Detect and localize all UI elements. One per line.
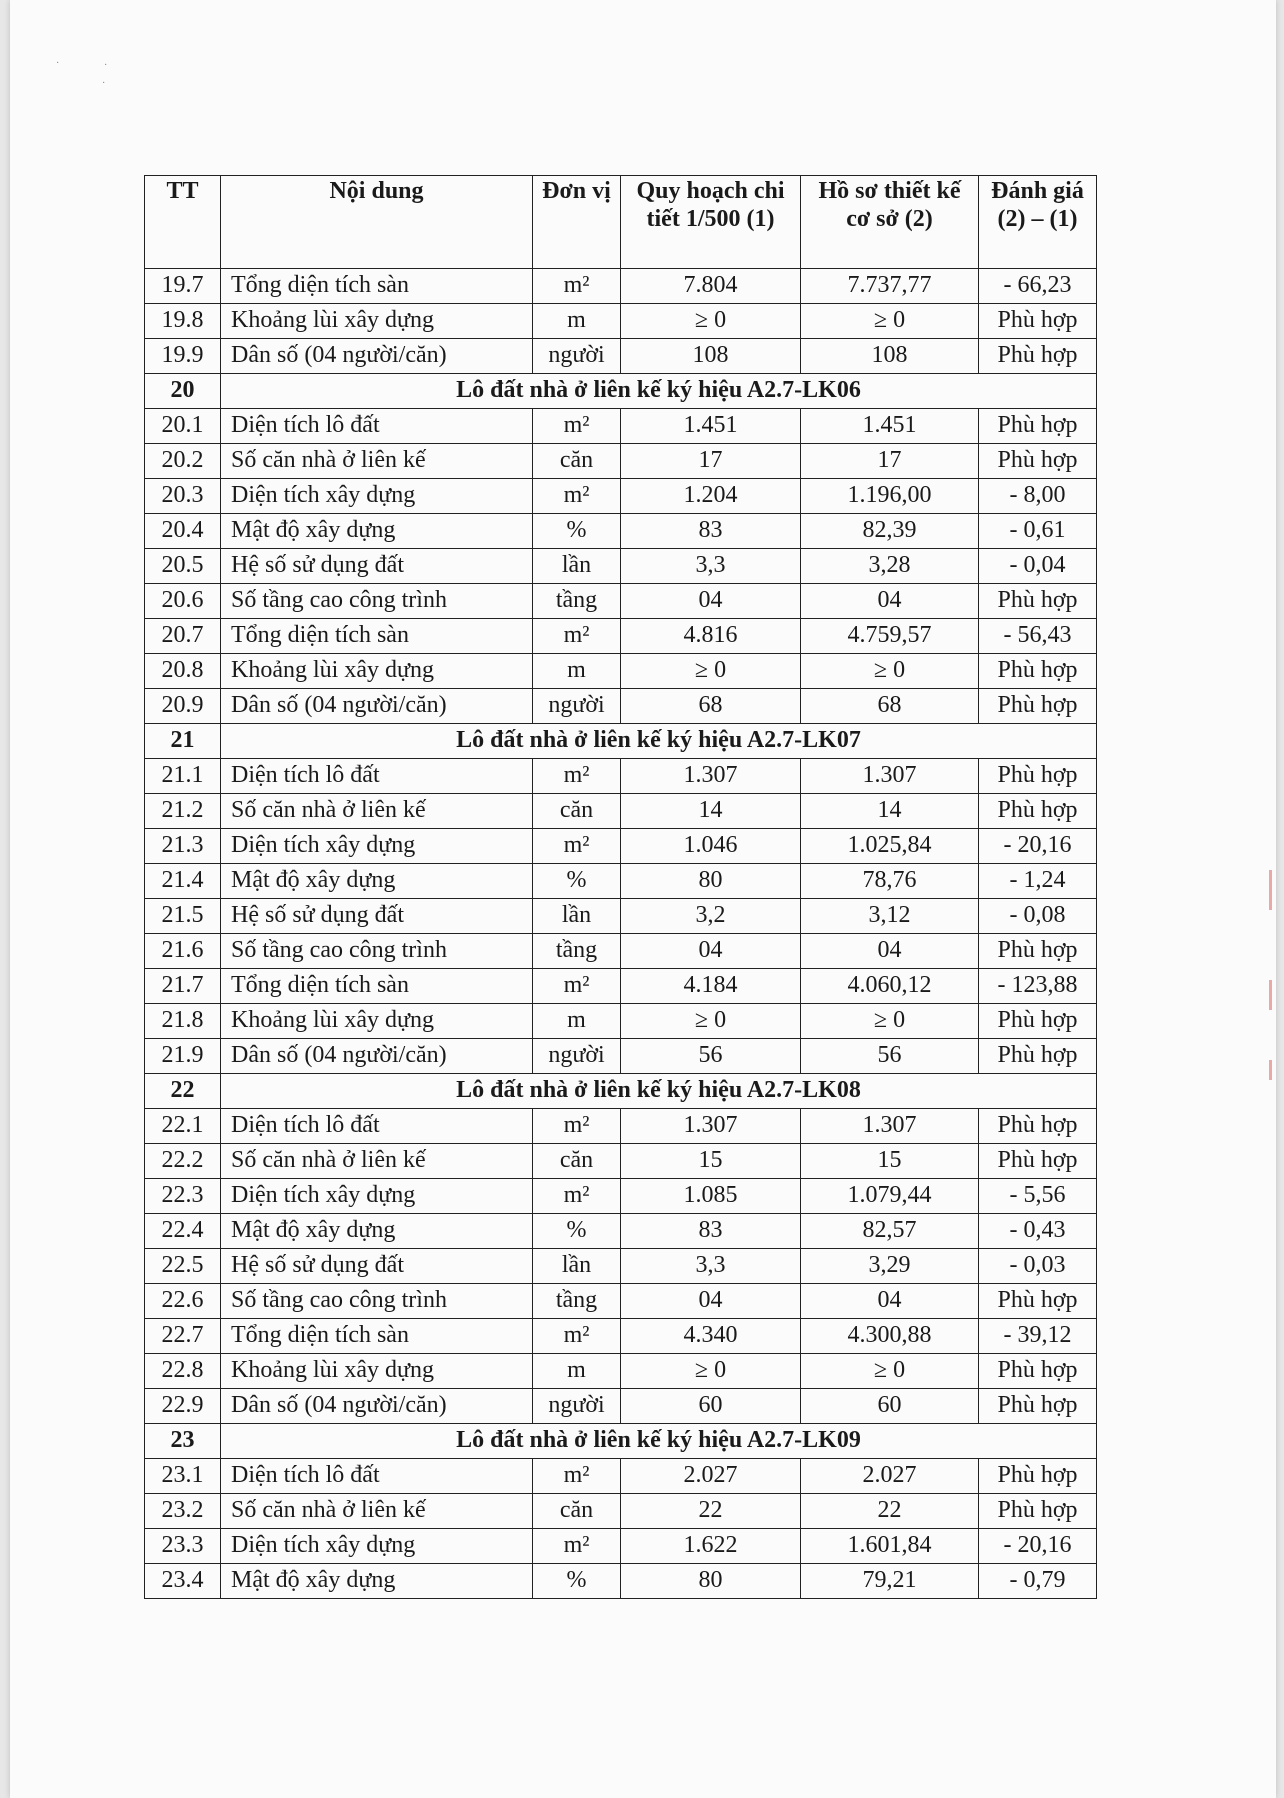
cell-tt: 20.2 <box>145 444 221 479</box>
header-tt: TT <box>145 176 221 269</box>
table-row <box>145 1249 1097 1284</box>
cell-planning: 4.184 <box>621 969 801 1004</box>
cell-tt: 22.8 <box>145 1354 221 1389</box>
cell-tt: 22.3 <box>145 1179 221 1214</box>
cell-content: Diện tích lô đất <box>221 409 533 444</box>
cell-design: 1.451 <box>801 409 979 444</box>
cell-evaluation: Phù hợp <box>979 409 1097 444</box>
group-title: Lô đất nhà ở liên kế ký hiệu A2.7-LK06 <box>221 374 1097 409</box>
cell-evaluation: Phù hợp <box>979 1039 1097 1074</box>
cell-design: 1.196,00 <box>801 479 979 514</box>
group-row <box>145 1074 1097 1109</box>
cell-evaluation: Phù hợp <box>979 934 1097 969</box>
cell-content: Số căn nhà ở liên kế <box>221 794 533 829</box>
cell-content: Tổng diện tích sàn <box>221 269 533 304</box>
cell-tt: 21.1 <box>145 759 221 794</box>
cell-unit: m² <box>533 269 621 304</box>
cell-evaluation: - 0,79 <box>979 1564 1097 1599</box>
cell-planning: 4.816 <box>621 619 801 654</box>
group-row <box>145 1424 1097 1459</box>
cell-design: 04 <box>801 1284 979 1319</box>
cell-evaluation: Phù hợp <box>979 444 1097 479</box>
cell-content: Hệ số sử dụng đất <box>221 899 533 934</box>
cell-design: 1.601,84 <box>801 1529 979 1564</box>
cell-tt: 22.7 <box>145 1319 221 1354</box>
scan-edge-mark <box>1269 980 1272 1010</box>
cell-unit: m² <box>533 759 621 794</box>
cell-evaluation: - 5,56 <box>979 1179 1097 1214</box>
cell-design: 56 <box>801 1039 979 1074</box>
cell-design: 17 <box>801 444 979 479</box>
cell-unit: lần <box>533 899 621 934</box>
cell-tt: 21.2 <box>145 794 221 829</box>
cell-design: 14 <box>801 794 979 829</box>
cell-evaluation: - 66,23 <box>979 269 1097 304</box>
cell-tt: 21.9 <box>145 1039 221 1074</box>
cell-content: Diện tích xây dựng <box>221 829 533 864</box>
table-row <box>145 759 1097 794</box>
table-row <box>145 899 1097 934</box>
group-title: Lô đất nhà ở liên kế ký hiệu A2.7-LK08 <box>221 1074 1097 1109</box>
cell-planning: 1.307 <box>621 1109 801 1144</box>
table-row <box>145 1179 1097 1214</box>
cell-design: 108 <box>801 339 979 374</box>
header-content: Nội dung <box>221 176 533 269</box>
cell-planning: 15 <box>621 1144 801 1179</box>
cell-content: Tổng diện tích sàn <box>221 1319 533 1354</box>
cell-content: Khoảng lùi xây dựng <box>221 1004 533 1039</box>
table-row <box>145 1109 1097 1144</box>
cell-design: 3,29 <box>801 1249 979 1284</box>
table-row <box>145 1039 1097 1074</box>
table-row <box>145 1319 1097 1354</box>
cell-design: 4.300,88 <box>801 1319 979 1354</box>
cell-planning: 3,3 <box>621 549 801 584</box>
cell-unit: m <box>533 304 621 339</box>
cell-content: Diện tích xây dựng <box>221 479 533 514</box>
cell-planning: 17 <box>621 444 801 479</box>
cell-planning: 04 <box>621 584 801 619</box>
cell-planning: 80 <box>621 1564 801 1599</box>
cell-content: Diện tích lô đất <box>221 1459 533 1494</box>
cell-planning: 14 <box>621 794 801 829</box>
cell-planning: ≥ 0 <box>621 654 801 689</box>
cell-design: 7.737,77 <box>801 269 979 304</box>
cell-content: Mật độ xây dựng <box>221 1214 533 1249</box>
cell-planning: 3,3 <box>621 1249 801 1284</box>
cell-tt: 20.8 <box>145 654 221 689</box>
cell-design: 4.060,12 <box>801 969 979 1004</box>
cell-evaluation: - 0,43 <box>979 1214 1097 1249</box>
cell-content: Mật độ xây dựng <box>221 864 533 899</box>
header-unit: Đơn vị <box>533 176 621 269</box>
scan-speck: · <box>56 58 60 69</box>
cell-tt: 22.4 <box>145 1214 221 1249</box>
cell-tt: 23.3 <box>145 1529 221 1564</box>
cell-content: Tổng diện tích sàn <box>221 619 533 654</box>
header-evaluation: Đánh giá (2) – (1) <box>979 176 1097 269</box>
cell-evaluation: Phù hợp <box>979 1354 1097 1389</box>
cell-evaluation: Phù hợp <box>979 654 1097 689</box>
cell-design: 04 <box>801 934 979 969</box>
cell-unit: người <box>533 689 621 724</box>
cell-design: 3,28 <box>801 549 979 584</box>
cell-tt: 20.1 <box>145 409 221 444</box>
cell-unit: căn <box>533 794 621 829</box>
cell-tt: 20.7 <box>145 619 221 654</box>
cell-planning: 60 <box>621 1389 801 1424</box>
table-row <box>145 1144 1097 1179</box>
cell-design: 3,12 <box>801 899 979 934</box>
table-row <box>145 584 1097 619</box>
cell-unit: tầng <box>533 584 621 619</box>
cell-design: 2.027 <box>801 1459 979 1494</box>
cell-unit: tầng <box>533 934 621 969</box>
cell-tt: 21.4 <box>145 864 221 899</box>
cell-evaluation: - 20,16 <box>979 1529 1097 1564</box>
cell-design: 4.759,57 <box>801 619 979 654</box>
cell-evaluation: - 39,12 <box>979 1319 1097 1354</box>
cell-unit: % <box>533 864 621 899</box>
cell-content: Khoảng lùi xây dựng <box>221 1354 533 1389</box>
cell-unit: m <box>533 1354 621 1389</box>
cell-tt: 21.3 <box>145 829 221 864</box>
cell-tt: 20.3 <box>145 479 221 514</box>
cell-design: 1.307 <box>801 1109 979 1144</box>
table-row <box>145 1004 1097 1039</box>
cell-tt: 19.7 <box>145 269 221 304</box>
table-row <box>145 794 1097 829</box>
cell-content: Số căn nhà ở liên kế <box>221 1144 533 1179</box>
cell-design: 15 <box>801 1144 979 1179</box>
table-row <box>145 1214 1097 1249</box>
cell-planning: 1.307 <box>621 759 801 794</box>
cell-unit: căn <box>533 444 621 479</box>
cell-content: Mật độ xây dựng <box>221 1564 533 1599</box>
table-row <box>145 1529 1097 1564</box>
comparison-table <box>144 175 1097 1599</box>
cell-evaluation: - 123,88 <box>979 969 1097 1004</box>
cell-planning: 68 <box>621 689 801 724</box>
cell-planning: 56 <box>621 1039 801 1074</box>
cell-content: Diện tích xây dựng <box>221 1179 533 1214</box>
cell-design: 22 <box>801 1494 979 1529</box>
cell-content: Dân số (04 người/căn) <box>221 1039 533 1074</box>
cell-content: Dân số (04 người/căn) <box>221 339 533 374</box>
cell-evaluation: - 0,61 <box>979 514 1097 549</box>
cell-unit: căn <box>533 1494 621 1529</box>
cell-unit: tầng <box>533 1284 621 1319</box>
cell-content: Diện tích xây dựng <box>221 1529 533 1564</box>
cell-unit: m² <box>533 1109 621 1144</box>
cell-content: Hệ số sử dụng đất <box>221 549 533 584</box>
group-row <box>145 724 1097 759</box>
cell-content: Mật độ xây dựng <box>221 514 533 549</box>
cell-design: 1.079,44 <box>801 1179 979 1214</box>
cell-tt: 19.9 <box>145 339 221 374</box>
cell-planning: 4.340 <box>621 1319 801 1354</box>
cell-tt: 20.4 <box>145 514 221 549</box>
cell-evaluation: Phù hợp <box>979 1494 1097 1529</box>
cell-unit: m² <box>533 1459 621 1494</box>
table-row <box>145 304 1097 339</box>
cell-evaluation: Phù hợp <box>979 1284 1097 1319</box>
cell-evaluation: - 8,00 <box>979 479 1097 514</box>
table-row <box>145 934 1097 969</box>
table-row <box>145 1564 1097 1599</box>
cell-unit: m² <box>533 1179 621 1214</box>
table-row <box>145 549 1097 584</box>
cell-tt: 23.1 <box>145 1459 221 1494</box>
cell-evaluation: Phù hợp <box>979 1459 1097 1494</box>
cell-unit: % <box>533 1564 621 1599</box>
cell-design: ≥ 0 <box>801 654 979 689</box>
cell-evaluation: - 20,16 <box>979 829 1097 864</box>
scan-speck: · <box>104 60 108 71</box>
group-title: Lô đất nhà ở liên kế ký hiệu A2.7-LK07 <box>221 724 1097 759</box>
cell-evaluation: - 0,04 <box>979 549 1097 584</box>
cell-planning: ≥ 0 <box>621 1004 801 1039</box>
cell-content: Khoảng lùi xây dựng <box>221 654 533 689</box>
cell-unit: m² <box>533 619 621 654</box>
cell-design: 04 <box>801 584 979 619</box>
cell-tt: 22.2 <box>145 1144 221 1179</box>
cell-design: 82,57 <box>801 1214 979 1249</box>
cell-unit: người <box>533 339 621 374</box>
cell-planning: ≥ 0 <box>621 304 801 339</box>
cell-planning: 22 <box>621 1494 801 1529</box>
cell-planning: 1.622 <box>621 1529 801 1564</box>
cell-planning: 1.046 <box>621 829 801 864</box>
cell-evaluation: Phù hợp <box>979 584 1097 619</box>
group-number: 23 <box>145 1424 221 1459</box>
cell-design: ≥ 0 <box>801 1004 979 1039</box>
table-row <box>145 1494 1097 1529</box>
cell-content: Diện tích lô đất <box>221 1109 533 1144</box>
cell-tt: 20.9 <box>145 689 221 724</box>
cell-unit: m² <box>533 409 621 444</box>
cell-evaluation: - 56,43 <box>979 619 1097 654</box>
cell-evaluation: Phù hợp <box>979 1004 1097 1039</box>
cell-content: Diện tích lô đất <box>221 759 533 794</box>
cell-evaluation: Phù hợp <box>979 1389 1097 1424</box>
cell-unit: căn <box>533 1144 621 1179</box>
cell-design: 79,21 <box>801 1564 979 1599</box>
table-row <box>145 409 1097 444</box>
table-row <box>145 339 1097 374</box>
cell-planning: 04 <box>621 1284 801 1319</box>
cell-content: Số tầng cao công trình <box>221 584 533 619</box>
cell-tt: 23.2 <box>145 1494 221 1529</box>
cell-unit: % <box>533 514 621 549</box>
cell-content: Số căn nhà ở liên kế <box>221 1494 533 1529</box>
cell-evaluation: - 0,08 <box>979 899 1097 934</box>
cell-evaluation: - 0,03 <box>979 1249 1097 1284</box>
cell-planning: 83 <box>621 514 801 549</box>
table-row <box>145 1389 1097 1424</box>
group-number: 22 <box>145 1074 221 1109</box>
cell-planning: 83 <box>621 1214 801 1249</box>
cell-tt: 22.1 <box>145 1109 221 1144</box>
cell-evaluation: Phù hợp <box>979 689 1097 724</box>
table-row <box>145 444 1097 479</box>
cell-unit: người <box>533 1389 621 1424</box>
cell-planning: 1.085 <box>621 1179 801 1214</box>
cell-unit: lần <box>533 549 621 584</box>
cell-tt: 21.6 <box>145 934 221 969</box>
cell-content: Khoảng lùi xây dựng <box>221 304 533 339</box>
cell-unit: % <box>533 1214 621 1249</box>
cell-unit: lần <box>533 1249 621 1284</box>
cell-design: 82,39 <box>801 514 979 549</box>
cell-design: ≥ 0 <box>801 1354 979 1389</box>
group-number: 20 <box>145 374 221 409</box>
scan-speck: · <box>102 78 106 89</box>
cell-planning: 80 <box>621 864 801 899</box>
cell-tt: 23.4 <box>145 1564 221 1599</box>
group-row <box>145 374 1097 409</box>
cell-tt: 22.6 <box>145 1284 221 1319</box>
table-row <box>145 479 1097 514</box>
cell-content: Số căn nhà ở liên kế <box>221 444 533 479</box>
cell-design: 68 <box>801 689 979 724</box>
cell-planning: 1.451 <box>621 409 801 444</box>
cell-evaluation: Phù hợp <box>979 759 1097 794</box>
table-row <box>145 1354 1097 1389</box>
cell-design: 60 <box>801 1389 979 1424</box>
scan-edge-mark <box>1269 1060 1272 1080</box>
cell-tt: 21.7 <box>145 969 221 1004</box>
table-row <box>145 864 1097 899</box>
cell-unit: m² <box>533 1319 621 1354</box>
cell-unit: m² <box>533 479 621 514</box>
table-row <box>145 619 1097 654</box>
cell-content: Dân số (04 người/căn) <box>221 1389 533 1424</box>
cell-unit: m² <box>533 1529 621 1564</box>
header-planning: Quy hoạch chi tiết 1/500 (1) <box>621 176 801 269</box>
table-row <box>145 269 1097 304</box>
cell-unit: m <box>533 1004 621 1039</box>
group-number: 21 <box>145 724 221 759</box>
table-row <box>145 829 1097 864</box>
table-header-row <box>145 176 1097 269</box>
cell-evaluation: Phù hợp <box>979 1144 1097 1179</box>
group-title: Lô đất nhà ở liên kế ký hiệu A2.7-LK09 <box>221 1424 1097 1459</box>
cell-design: ≥ 0 <box>801 304 979 339</box>
cell-tt: 22.9 <box>145 1389 221 1424</box>
cell-planning: 04 <box>621 934 801 969</box>
cell-tt: 19.8 <box>145 304 221 339</box>
cell-planning: 108 <box>621 339 801 374</box>
cell-tt: 21.5 <box>145 899 221 934</box>
cell-evaluation: Phù hợp <box>979 304 1097 339</box>
scan-edge-mark <box>1269 870 1272 910</box>
cell-unit: người <box>533 1039 621 1074</box>
cell-content: Số tầng cao công trình <box>221 934 533 969</box>
cell-tt: 20.6 <box>145 584 221 619</box>
cell-content: Hệ số sử dụng đất <box>221 1249 533 1284</box>
table-row <box>145 969 1097 1004</box>
cell-content: Tổng diện tích sàn <box>221 969 533 1004</box>
cell-planning: 3,2 <box>621 899 801 934</box>
cell-design: 78,76 <box>801 864 979 899</box>
cell-design: 1.025,84 <box>801 829 979 864</box>
cell-content: Số tầng cao công trình <box>221 1284 533 1319</box>
table-body <box>145 269 1097 1599</box>
table-row <box>145 1459 1097 1494</box>
table-row <box>145 1284 1097 1319</box>
cell-content: Dân số (04 người/căn) <box>221 689 533 724</box>
table-row <box>145 654 1097 689</box>
cell-planning: 7.804 <box>621 269 801 304</box>
cell-design: 1.307 <box>801 759 979 794</box>
cell-evaluation: Phù hợp <box>979 1109 1097 1144</box>
cell-tt: 20.5 <box>145 549 221 584</box>
table-row <box>145 689 1097 724</box>
cell-unit: m² <box>533 829 621 864</box>
cell-planning: 1.204 <box>621 479 801 514</box>
cell-planning: ≥ 0 <box>621 1354 801 1389</box>
header-design: Hồ sơ thiết kế cơ sở (2) <box>801 176 979 269</box>
cell-evaluation: Phù hợp <box>979 794 1097 829</box>
cell-planning: 2.027 <box>621 1459 801 1494</box>
cell-tt: 22.5 <box>145 1249 221 1284</box>
cell-tt: 21.8 <box>145 1004 221 1039</box>
cell-unit: m <box>533 654 621 689</box>
table-row <box>145 514 1097 549</box>
cell-evaluation: Phù hợp <box>979 339 1097 374</box>
cell-unit: m² <box>533 969 621 1004</box>
cell-evaluation: - 1,24 <box>979 864 1097 899</box>
